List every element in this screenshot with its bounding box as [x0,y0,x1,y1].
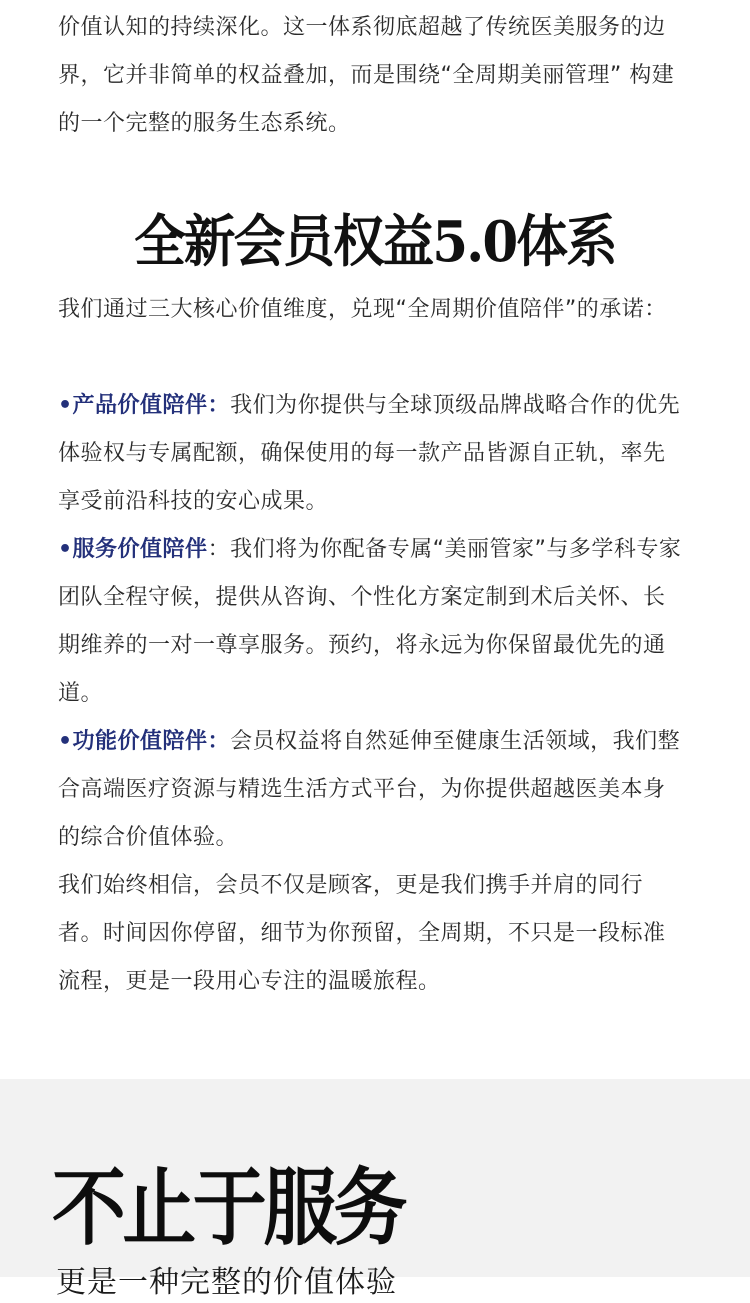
bullet-text: 我们为你提供与全球顶级品牌战略合作的优先体验权与专属配额，确保使用的每一款产品皆源自正轨，率先享受前沿科技的安心成果。 [58,393,681,514]
bullet-text: 会员权益将自然延伸至健康生活领域，我们整合高端医疗资源与精选生活方式平台，为你提供超越医美本身的综合价值体验。 [58,729,681,850]
bullet-service-value [58,526,684,718]
next-section-subtitle: 更是一种完整的价值体验 [56,1265,397,1300]
next-section [0,1079,750,1300]
bullet-text: ：我们将为你配备专属“美丽管家”与多学科专家团队全程守候，提供从咨询、个性化方案定制到术后关怀、长期维养的一对一尊享服务。预约，将永远为你保留最优先的通道。 [58,537,682,706]
lead-paragraph: 我们通过三大核心价值维度，兑现“全周期价值陪伴”的承诺： [58,297,667,322]
bullet-function-value [58,718,684,862]
intro-paragraph: 价值认知的持续深化。这一体系彻底超越了传统医美服务的边界，它并非简单的权益叠加，而是围绕“全周期美丽管理” 构建的一个完整的服务生态系统。 [58,15,675,136]
bullet-label: •产品价值陪伴： [58,393,231,418]
bullet-label: •服务价值陪伴 [58,537,208,562]
closing-paragraph: 我们始终相信，会员不仅是顾客，更是我们携手并肩的同行者。时间因你停留，细节为你预留，全周期，不只是一段标准流程，更是一段用心专注的温暖旅程。 [58,873,666,994]
bullet-product-value [58,382,684,526]
section-heading: 全新会员权益5.0体系 [134,209,616,275]
bullet-label: •功能价值陪伴： [58,729,231,754]
next-section-title: 不止于服务 [52,1158,405,1257]
